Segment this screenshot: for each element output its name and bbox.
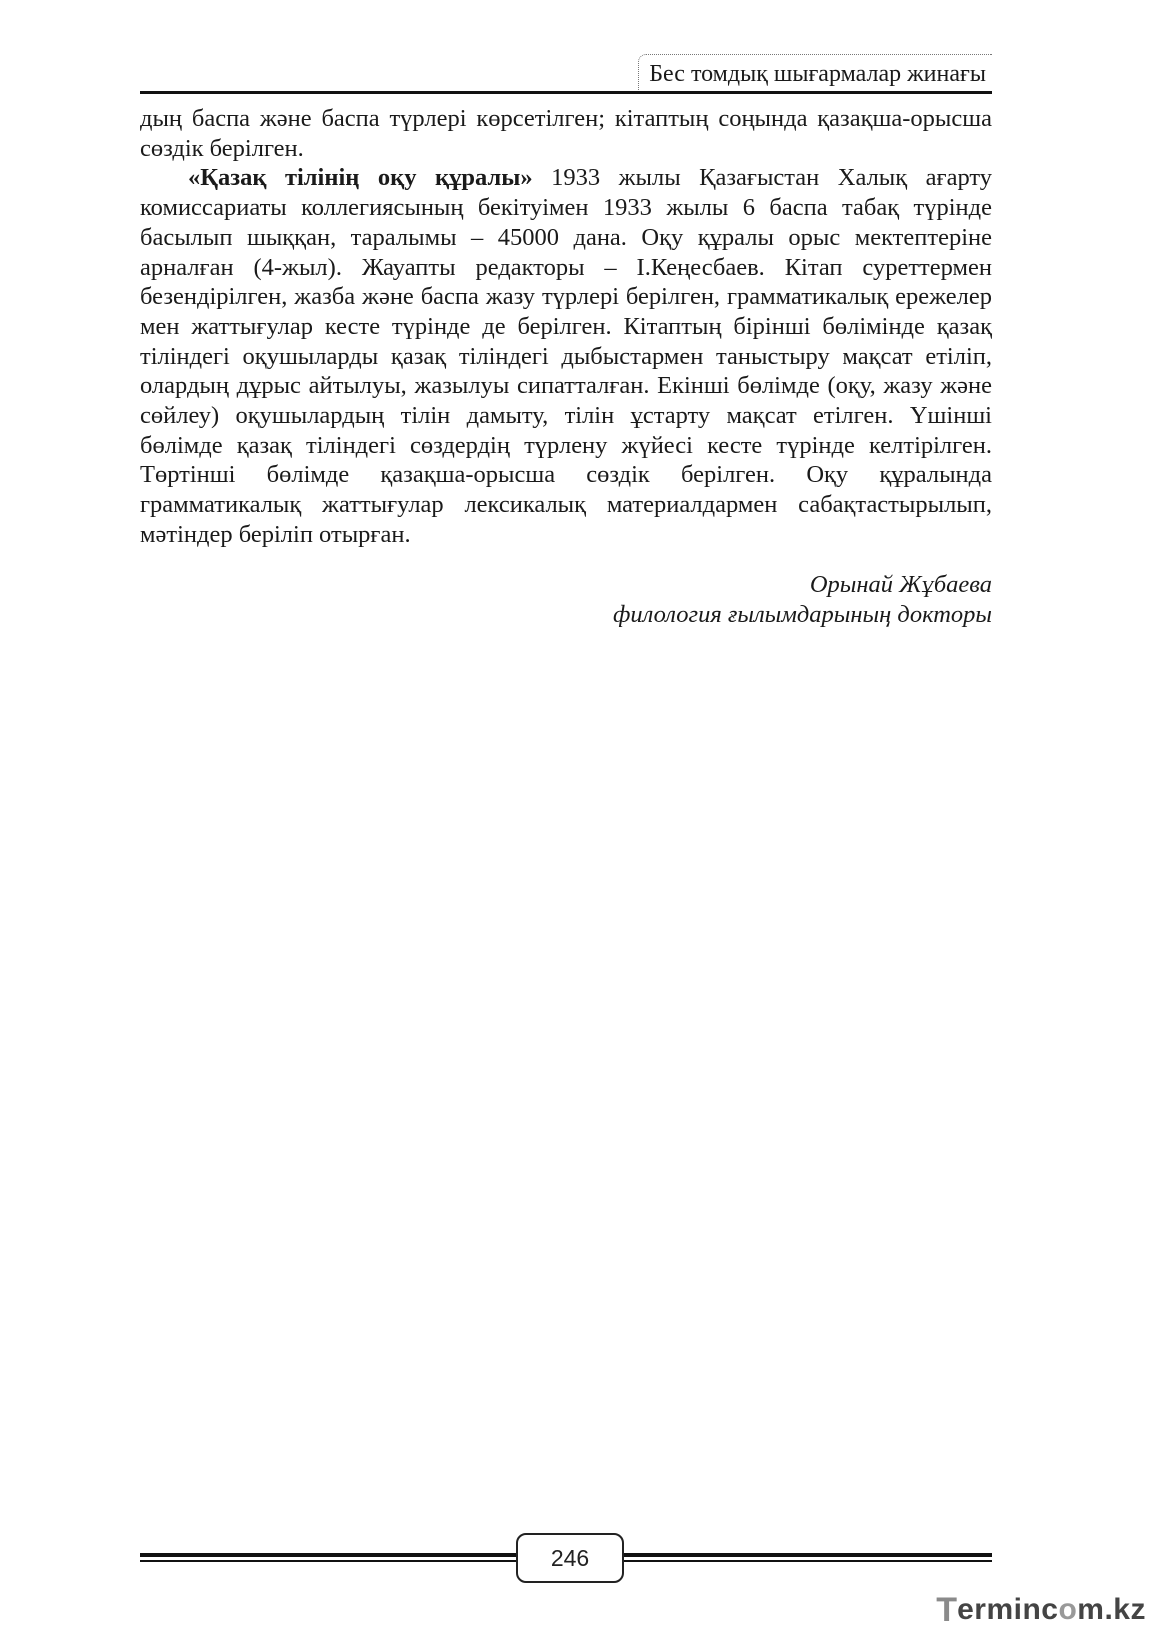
page-number: 246 (550, 1544, 590, 1571)
paragraph-continuation: дың баспа және баспа түрлері көрсетілген; кітаптың соңында қазақша-орысша сөздік берілген. (140, 105, 992, 162)
page-number-box (516, 1533, 624, 1583)
watermark-logo-mark: T (936, 1590, 958, 1629)
page-footer (140, 1533, 992, 1583)
running-header (140, 54, 992, 94)
watermark-text-2: m.kz (1077, 1593, 1146, 1626)
page-body (140, 104, 992, 630)
watermark-magnifier-icon: o (1058, 1593, 1078, 1626)
author-name: Орынай Жұбаева (809, 570, 992, 598)
site-watermark (936, 1590, 1146, 1630)
author-signature (140, 570, 992, 630)
header-rule (140, 91, 992, 94)
header-title: Бес томдық шығармалар жинағы (649, 61, 986, 87)
book-title: «Қазақ тілінің оқу құралы» (188, 164, 533, 192)
header-title-box (638, 54, 992, 94)
author-degree: филология ғылымдарының докторы (613, 600, 992, 628)
paragraph-textbook-text: 1933 жылы Қазағыстан Халық ағарту комиссариаты коллегиясының бекітуімен 1933 жылы 6 баспа табақ түрінде басылып шыққан, таралымы – 45000 дана. Оқу құралы орыс мектептеріне арналған (4-жыл). Жауапты редакторы – І.Кеңесбаев. Кітап суреттермен безендірілген, жазба және баспа жазу түрлері берілген, грамматикалық ережелер мен жаттығулар кесте түрінде де берілген. Кітаптың бірінші бөлімінде қазақ тіліндегі оқушыларды қазақ тіліндегі дыбыстармен таныстыру мақсат етіліп, олардың дұрыс айтылуы, жазылуы сипатталған. Екінші бөлімде (оқу, жазу және сөйлеу) оқушылардың тілін дамыту, тілін ұстарту мақсат етілген. Үшінші бөлімде қазақ тіліндегі сөздердің түрлену жүйесі кесте түрінде келтірілген. Төртінші бөлімде қазақша-орысша сөздік берілген. Оқу құралында грамматикалық жаттығулар лексикалық материалдармен сабақтастырылып, мәтіндер беріліп отырған. (140, 164, 993, 548)
paragraph-textbook (140, 163, 992, 549)
watermark-text-1: erminc (957, 1593, 1059, 1626)
